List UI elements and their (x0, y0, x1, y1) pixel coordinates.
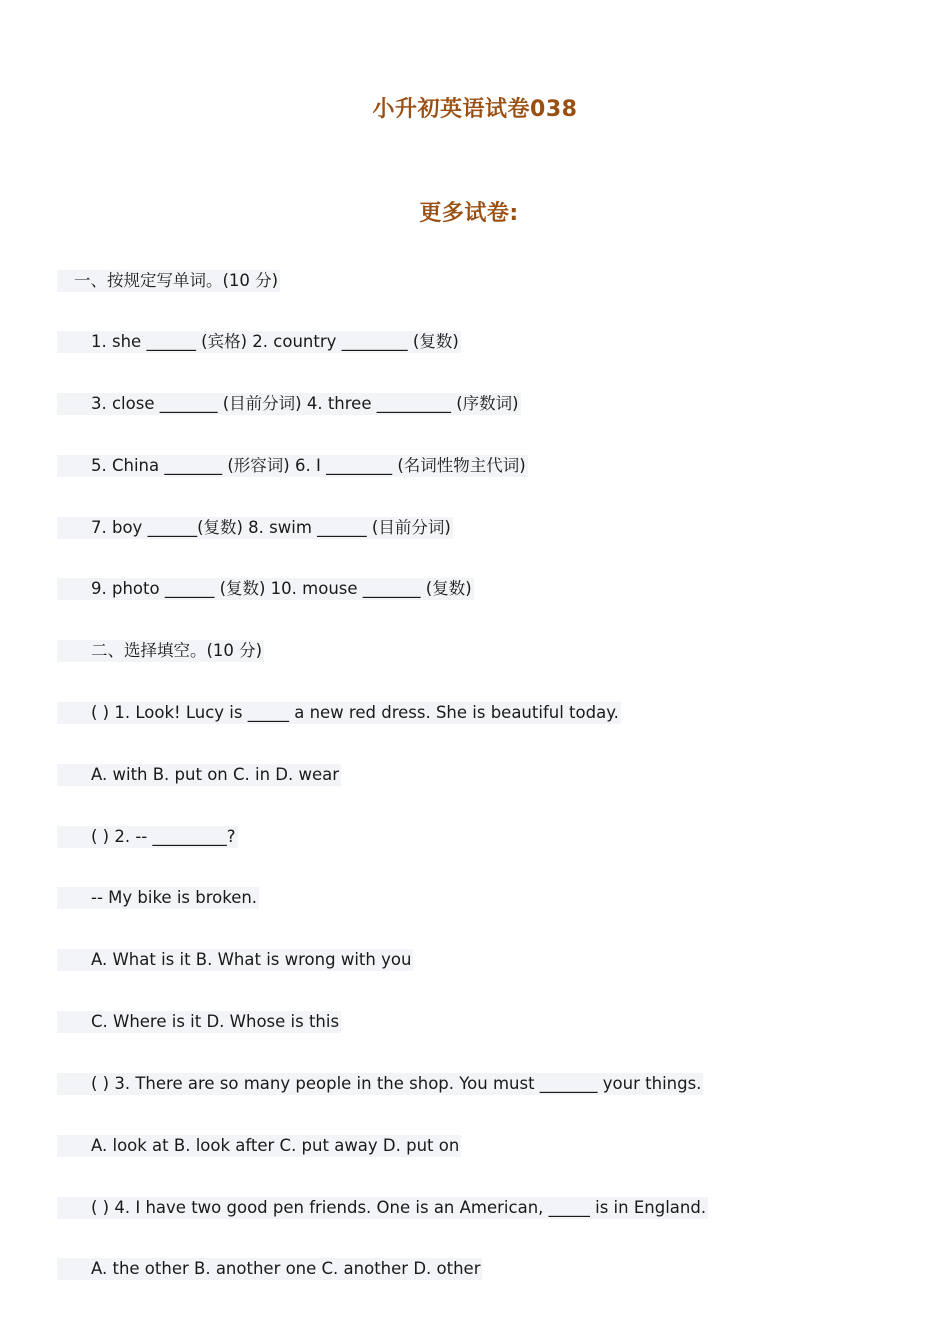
question-line: 1. she ______ (宾格) 2. country ________ (复数) (57, 331, 461, 353)
answer-options: C. Where is it D. Whose is this (57, 1011, 341, 1033)
question-line: ( ) 1. Look! Lucy is _____ a new red dress. She is beautiful today. (57, 702, 621, 724)
question-line: 3. close _______ (目前分词) 4. three _________ (序数词) (57, 393, 521, 415)
question-line: ( ) 4. I have two good pen friends. One is an American, _____ is in England. (57, 1197, 708, 1219)
answer-options: A. What is it B. What is wrong with you (57, 949, 413, 971)
question-line: 5. China _______ (形容词) 6. I ________ (名词性物主代词) (57, 455, 528, 477)
question-line: 9. photo ______ (复数) 10. mouse _______ (复数) (57, 578, 474, 600)
section-heading: 二、选择填空。(10 分) (57, 640, 264, 662)
document-subtitle: 更多试卷: (419, 201, 519, 226)
document-title: 小升初英语试卷038 (372, 97, 578, 122)
answer-options: A. look at B. look after C. put away D. put on (57, 1135, 461, 1157)
question-line: 7. boy ______(复数) 8. swim ______ (目前分词) (57, 517, 453, 539)
answer-options: A. the other B. another one C. another D. other (57, 1258, 482, 1280)
answer-options: A. with B. put on C. in D. wear (57, 764, 341, 786)
question-line: ( ) 3. There are so many people in the shop. You must _______ your things. (57, 1073, 703, 1095)
dialogue-line: -- My bike is broken. (57, 887, 259, 909)
question-line: ( ) 2. -- _________? (57, 826, 238, 848)
section-heading: 一、按规定写单词。(10 分) (57, 270, 280, 292)
